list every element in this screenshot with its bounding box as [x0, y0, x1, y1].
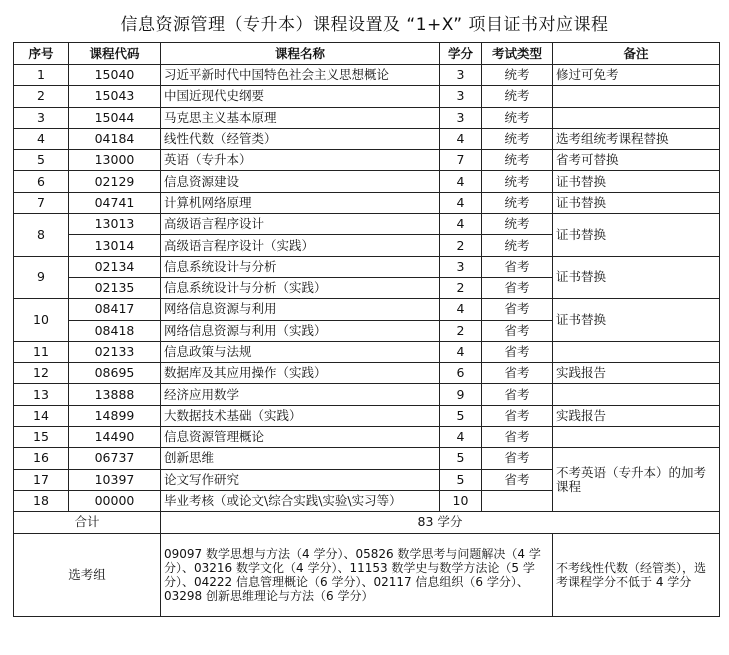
cell-no: 14	[14, 405, 69, 426]
header-exam-type: 考试类型	[482, 43, 553, 65]
cell-credit: 3	[440, 256, 482, 277]
cell-name: 中国近现代史纲要	[161, 86, 440, 107]
cell-type: 省考	[482, 299, 553, 320]
cell-code: 02129	[69, 171, 161, 192]
cell-code: 02135	[69, 277, 161, 298]
cell-name: 信息系统设计与分析	[161, 256, 440, 277]
cell-no: 16	[14, 448, 69, 469]
cell-type: 统考	[482, 86, 553, 107]
cell-code: 13014	[69, 235, 161, 256]
cell-name: 信息系统设计与分析（实践）	[161, 277, 440, 298]
cell-credit: 4	[440, 341, 482, 362]
cell-no: 9	[14, 256, 69, 299]
cell-name: 高级语言程序设计（实践）	[161, 235, 440, 256]
cell-code: 00000	[69, 490, 161, 511]
table-row	[14, 150, 720, 171]
cell-credit: 10	[440, 490, 482, 511]
cell-name: 习近平新时代中国特色社会主义思想概论	[161, 65, 440, 86]
total-label: 合计	[14, 512, 161, 533]
cell-note	[553, 86, 720, 107]
cell-credit: 3	[440, 107, 482, 128]
cell-type: 统考	[482, 214, 553, 235]
table-row	[14, 256, 720, 277]
cell-code: 15043	[69, 86, 161, 107]
cell-note: 选考组统考课程替换	[553, 128, 720, 149]
cell-no: 5	[14, 150, 69, 171]
elective-content: 09097 数学思想与方法（4 学分）、05826 数学思考与问题解决（4 学分）、03216 数学文化（4 学分）、11153 数学史与数学方法论（5 学分）、04222 信息管理概论（6 学分）、02117 信息组织（6 学分）、03298 创新思维理论与方法（6 学分）	[161, 533, 553, 616]
cell-no: 6	[14, 171, 69, 192]
table-row	[14, 86, 720, 107]
cell-note: 证书替换	[553, 192, 720, 213]
cell-type: 省考	[482, 341, 553, 362]
cell-no: 15	[14, 427, 69, 448]
cell-type: 省考	[482, 277, 553, 298]
cell-code: 04741	[69, 192, 161, 213]
cell-code: 10397	[69, 469, 161, 490]
cell-code: 08695	[69, 363, 161, 384]
cell-no: 1	[14, 65, 69, 86]
table-row	[14, 214, 720, 235]
cell-note: 证书替换	[553, 256, 720, 299]
table-row	[14, 299, 720, 320]
cell-no: 3	[14, 107, 69, 128]
cell-credit: 5	[440, 448, 482, 469]
cell-credit: 4	[440, 128, 482, 149]
cell-code: 13000	[69, 150, 161, 171]
cell-no: 4	[14, 128, 69, 149]
cell-code: 14899	[69, 405, 161, 426]
cell-name: 信息资源建设	[161, 171, 440, 192]
cell-type: 省考	[482, 427, 553, 448]
cell-type: 统考	[482, 128, 553, 149]
cell-credit: 2	[440, 277, 482, 298]
cell-code: 04184	[69, 128, 161, 149]
cell-note: 不考英语（专升本）的加考课程	[553, 448, 720, 512]
cell-note: 证书替换	[553, 214, 720, 257]
cell-no: 17	[14, 469, 69, 490]
cell-code: 13888	[69, 384, 161, 405]
cell-type	[482, 490, 553, 511]
cell-type: 统考	[482, 107, 553, 128]
cell-credit: 6	[440, 363, 482, 384]
cell-name: 高级语言程序设计	[161, 214, 440, 235]
cell-credit: 7	[440, 150, 482, 171]
table-row	[14, 427, 720, 448]
course-table	[13, 42, 720, 617]
header-code: 课程代码	[69, 43, 161, 65]
header-credit: 学分	[440, 43, 482, 65]
cell-name: 马克思主义基本原理	[161, 107, 440, 128]
cell-name: 经济应用数学	[161, 384, 440, 405]
cell-credit: 4	[440, 299, 482, 320]
cell-name: 信息政策与法规	[161, 341, 440, 362]
cell-type: 省考	[482, 320, 553, 341]
cell-note: 省考可替换	[553, 150, 720, 171]
cell-credit: 2	[440, 320, 482, 341]
cell-note: 实践报告	[553, 405, 720, 426]
cell-no: 11	[14, 341, 69, 362]
cell-no: 7	[14, 192, 69, 213]
cell-no: 12	[14, 363, 69, 384]
cell-name: 毕业考核（或论文\综合实践\实验\实习等）	[161, 490, 440, 511]
cell-name: 大数据技术基础（实践）	[161, 405, 440, 426]
cell-name: 数据库及其应用操作（实践）	[161, 363, 440, 384]
elective-row	[14, 533, 720, 616]
table-row	[14, 405, 720, 426]
cell-type: 省考	[482, 363, 553, 384]
cell-code: 15044	[69, 107, 161, 128]
total-value: 83 学分	[161, 512, 720, 533]
cell-note: 证书替换	[553, 299, 720, 342]
cell-type: 统考	[482, 235, 553, 256]
table-row	[14, 171, 720, 192]
cell-code: 08417	[69, 299, 161, 320]
cell-type: 省考	[482, 384, 553, 405]
header-name: 课程名称	[161, 43, 440, 65]
cell-no: 13	[14, 384, 69, 405]
cell-no: 10	[14, 299, 69, 342]
cell-type: 统考	[482, 192, 553, 213]
cell-note	[553, 427, 720, 448]
cell-name: 信息资源管理概论	[161, 427, 440, 448]
table-row	[14, 341, 720, 362]
cell-credit: 9	[440, 384, 482, 405]
cell-type: 省考	[482, 448, 553, 469]
cell-type: 省考	[482, 405, 553, 426]
cell-type: 统考	[482, 65, 553, 86]
table-row	[14, 363, 720, 384]
cell-code: 14490	[69, 427, 161, 448]
cell-note: 证书替换	[553, 171, 720, 192]
cell-credit: 3	[440, 65, 482, 86]
cell-credit: 2	[440, 235, 482, 256]
cell-credit: 3	[440, 86, 482, 107]
cell-code: 06737	[69, 448, 161, 469]
cell-name: 网络信息资源与利用（实践）	[161, 320, 440, 341]
cell-credit: 4	[440, 427, 482, 448]
cell-code: 02134	[69, 256, 161, 277]
header-note: 备注	[553, 43, 720, 65]
header-no: 序号	[14, 43, 69, 65]
table-row	[14, 65, 720, 86]
table-row	[14, 192, 720, 213]
cell-name: 论文写作研究	[161, 469, 440, 490]
cell-credit: 4	[440, 192, 482, 213]
table-row	[14, 384, 720, 405]
table-row	[14, 128, 720, 149]
cell-no: 8	[14, 214, 69, 257]
cell-credit: 5	[440, 469, 482, 490]
cell-note	[553, 341, 720, 362]
cell-type: 省考	[482, 256, 553, 277]
cell-credit: 4	[440, 214, 482, 235]
cell-name: 线性代数（经管类）	[161, 128, 440, 149]
cell-credit: 5	[440, 405, 482, 426]
cell-type: 统考	[482, 171, 553, 192]
cell-note: 修过可免考	[553, 65, 720, 86]
cell-credit: 4	[440, 171, 482, 192]
elective-label: 选考组	[14, 533, 161, 616]
cell-name: 网络信息资源与利用	[161, 299, 440, 320]
cell-no: 18	[14, 490, 69, 511]
cell-code: 02133	[69, 341, 161, 362]
table-row	[14, 107, 720, 128]
cell-name: 计算机网络原理	[161, 192, 440, 213]
total-row	[14, 512, 720, 533]
table-header-row	[14, 43, 720, 65]
cell-note: 实践报告	[553, 363, 720, 384]
cell-name: 创新思维	[161, 448, 440, 469]
cell-code: 15040	[69, 65, 161, 86]
cell-type: 省考	[482, 469, 553, 490]
cell-code: 08418	[69, 320, 161, 341]
table-row	[14, 448, 720, 469]
cell-note	[553, 384, 720, 405]
elective-note: 不考线性代数（经管类），选考课程学分不低于 4 学分	[553, 533, 720, 616]
page-title: 信息资源管理（专升本）课程设置及 “1+X” 项目证书对应课程	[120, 15, 609, 35]
cell-type: 统考	[482, 150, 553, 171]
cell-no: 2	[14, 86, 69, 107]
cell-code: 13013	[69, 214, 161, 235]
cell-note	[553, 107, 720, 128]
cell-name: 英语（专升本）	[161, 150, 440, 171]
